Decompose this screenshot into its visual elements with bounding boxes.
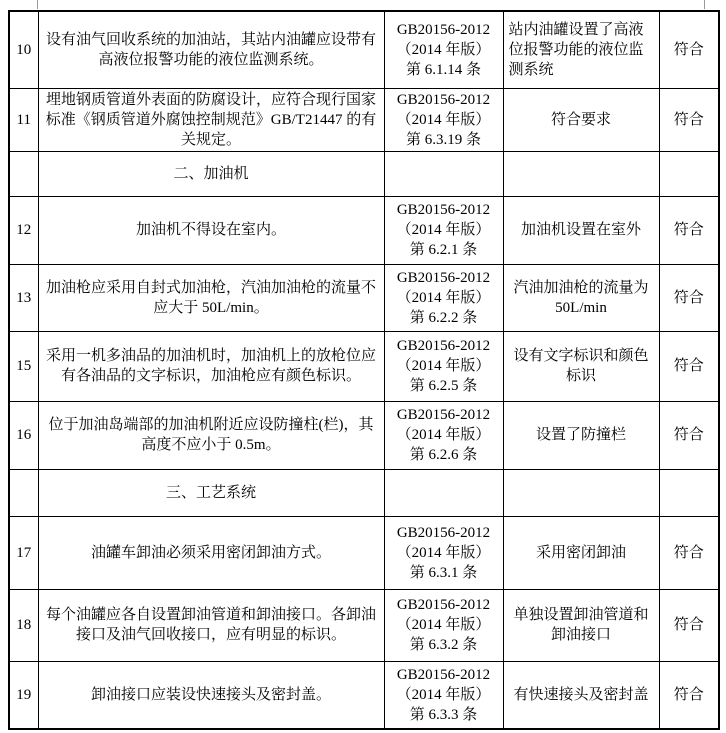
cell-conformity-result: 符合 [659, 589, 719, 661]
standard-code: GB20156-2012 [396, 21, 491, 38]
standard-edition: （2014 年版） [396, 111, 491, 128]
cell-row-number: 16 [9, 401, 38, 469]
cell-row-number: 19 [9, 661, 38, 729]
cell-requirement: 加油枪应采用自封式加油枪，汽油加油枪的流量不应大于 50L/min。 [38, 264, 384, 331]
table-row [9, 88, 719, 151]
cut-off-border-artifact-left [37, 0, 38, 9]
cell-requirement: 埋地钢质管道外表面的防腐设计，应符合现行国家标准《钢质管道外腐蚀控制规范》GB/T21447 的有关规定。 [38, 88, 384, 151]
cell-conformity-result: 符合 [659, 401, 719, 469]
cell-conformity-result: 符合 [659, 11, 719, 88]
cell-standard-reference [384, 88, 503, 151]
cell-standard-reference [384, 264, 503, 331]
cell-standard-reference [384, 661, 503, 729]
cell-requirement: 采用一机多油品的加油机时，加油机上的放枪位应有各油品的文字标识，加油枪应有颜色标识。 [38, 331, 384, 401]
cell-row-number [9, 151, 38, 196]
cell-standard-reference [384, 196, 503, 264]
cell-row-number [9, 469, 38, 516]
cell-conformity-result: 符合 [659, 88, 719, 151]
standard-clause: 第 6.2.5 条 [409, 378, 478, 394]
cell-actual-situation: 汽油加油枪的流量为 50L/min [503, 264, 659, 331]
standard-edition: （2014 年版） [396, 41, 491, 58]
standard-clause: 第 6.3.19 条 [405, 131, 481, 148]
cell-requirement: 三、工艺系统 [38, 469, 384, 516]
table-body [9, 11, 719, 729]
table-row [9, 331, 719, 401]
cell-requirement: 位于加油岛端部的加油机附近应设防撞柱(栏)，其高度不应小于 0.5m。 [38, 401, 384, 469]
standard-code: GB20156-2012 [396, 91, 491, 108]
compliance-review-table [8, 10, 720, 730]
cell-row-number: 12 [9, 196, 38, 264]
cell-actual-situation: 单独设置卸油管道和卸油接口 [503, 589, 659, 661]
standard-code: GB20156-2012 [396, 666, 491, 683]
table-row [9, 516, 719, 589]
standard-code: GB20156-2012 [396, 269, 491, 286]
cell-conformity-result: 符合 [659, 661, 719, 729]
cell-conformity-result [659, 469, 719, 516]
cell-row-number: 15 [9, 331, 38, 401]
cell-row-number: 13 [9, 264, 38, 331]
standard-edition: （2014 年版） [396, 358, 491, 374]
standard-edition: （2014 年版） [396, 617, 491, 633]
table-row [9, 196, 719, 264]
cell-actual-situation: 设置了防撞栏 [503, 401, 659, 469]
standard-clause: 第 6.2.2 条 [409, 309, 478, 326]
cell-requirement: 油罐车卸油必须采用密闭卸油方式。 [38, 516, 384, 589]
cell-conformity-result: 符合 [659, 196, 719, 264]
cell-conformity-result [659, 151, 719, 196]
cell-requirement: 卸油接口应装设快速接头及密封盖。 [38, 661, 384, 729]
cell-actual-situation: 设有文字标识和颜色标识 [503, 331, 659, 401]
cell-requirement: 设有油气回收系统的加油站，其站内油罐应设带有高液位报警功能的液位监测系统。 [38, 11, 384, 88]
cell-requirement: 二、加油机 [38, 151, 384, 196]
cell-actual-situation: 采用密闭卸油 [503, 516, 659, 589]
table-row [9, 11, 719, 88]
cell-row-number: 10 [9, 11, 38, 88]
cell-actual-situation [503, 469, 659, 516]
cell-standard-reference [384, 331, 503, 401]
standard-clause: 第 6.3.1 条 [409, 564, 478, 581]
cell-row-number: 11 [9, 88, 38, 151]
section-header-row [9, 469, 719, 516]
cell-row-number: 17 [9, 516, 38, 589]
cell-standard-reference [384, 516, 503, 589]
standard-code: GB20156-2012 [396, 524, 491, 541]
cell-conformity-result: 符合 [659, 516, 719, 589]
standard-edition: （2014 年版） [396, 686, 491, 703]
cell-standard-reference [384, 589, 503, 661]
cell-actual-situation: 符合要求 [503, 88, 659, 151]
standard-clause: 第 6.3.3 条 [409, 706, 478, 723]
cell-standard-reference [384, 469, 503, 516]
standard-clause: 第 6.2.1 条 [409, 242, 478, 258]
section-header-row [9, 151, 719, 196]
standard-code: GB20156-2012 [396, 202, 491, 218]
table-row [9, 589, 719, 661]
standard-clause: 第 6.3.2 条 [409, 637, 478, 653]
standard-edition: （2014 年版） [396, 544, 491, 561]
cell-requirement: 加油机不得设在室内。 [38, 196, 384, 264]
standard-code: GB20156-2012 [396, 338, 491, 354]
cell-standard-reference [384, 11, 503, 88]
table-row [9, 264, 719, 331]
table-row [9, 661, 719, 729]
standard-code: GB20156-2012 [396, 597, 491, 613]
standard-clause: 第 6.2.6 条 [409, 447, 478, 463]
standard-edition: （2014 年版） [396, 289, 491, 306]
cell-requirement: 每个油罐应各自设置卸油管道和卸油接口。各卸油接口及油气回收接口，应有明显的标识。 [38, 589, 384, 661]
cell-actual-situation [503, 151, 659, 196]
cell-row-number: 18 [9, 589, 38, 661]
standard-code: GB20156-2012 [396, 407, 491, 423]
standard-edition: （2014 年版） [396, 222, 491, 238]
table-row [9, 401, 719, 469]
cell-conformity-result: 符合 [659, 264, 719, 331]
cell-actual-situation: 加油机设置在室外 [503, 196, 659, 264]
standard-clause: 第 6.1.14 条 [405, 61, 481, 78]
cut-off-border-artifact-right [704, 0, 705, 9]
cell-standard-reference [384, 401, 503, 469]
cell-standard-reference [384, 151, 503, 196]
standard-edition: （2014 年版） [396, 427, 491, 443]
cell-actual-situation: 有快速接头及密封盖 [503, 661, 659, 729]
cell-conformity-result: 符合 [659, 331, 719, 401]
cell-actual-situation: 站内油罐设置了高液位报警功能的液位监测系统 [503, 11, 659, 88]
